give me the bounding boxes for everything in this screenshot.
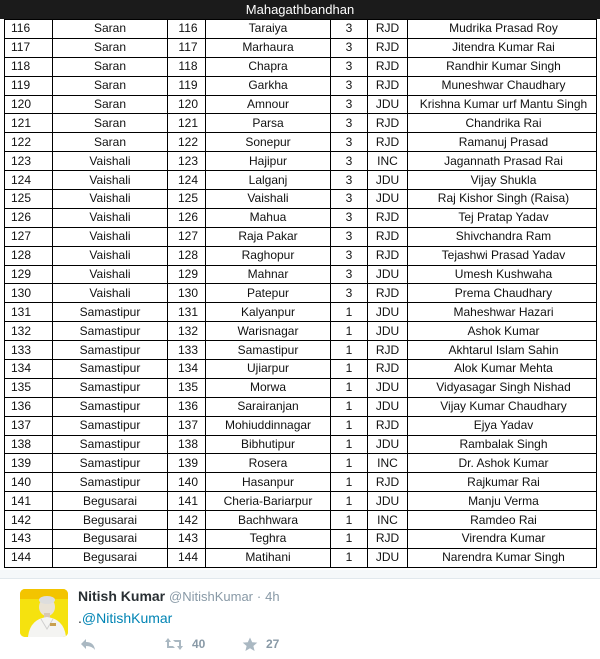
district-cell: Vaishali [53,171,168,190]
serial-cell: 124 [5,171,53,190]
constituency-no-cell: 121 [168,114,206,133]
constituency-cell: Bachhwara [206,511,331,530]
party-cell: JDU [368,171,408,190]
candidate-cell: Akhtarul Islam Sahin [408,341,597,360]
serial-cell: 117 [5,38,53,57]
constituency-cell: Vaishali [206,190,331,209]
district-cell: Samastipur [53,416,168,435]
constituency-no-cell: 132 [168,322,206,341]
candidate-cell: Vijay Shukla [408,171,597,190]
tweet-card [0,578,600,659]
constituency-cell: Raghopur [206,246,331,265]
table-row [5,227,597,246]
serial-cell: 119 [5,76,53,95]
tweet-mention-link[interactable]: @NitishKumar [81,610,173,626]
candidate-cell: Jagannath Prasad Rai [408,152,597,171]
phase-cell: 3 [331,171,368,190]
candidate-cell: Ramdeo Rai [408,511,597,530]
party-cell: INC [368,454,408,473]
constituency-cell: Matihani [206,548,331,567]
phase-cell: 1 [331,378,368,397]
constituency-cell: Teghra [206,530,331,549]
candidate-cell: Dr. Ashok Kumar [408,454,597,473]
candidate-cell: Raj Kishor Singh (Raisa) [408,190,597,209]
serial-cell: 142 [5,511,53,530]
party-cell: RJD [368,38,408,57]
table-row [5,152,597,171]
district-cell: Saran [53,95,168,114]
serial-cell: 120 [5,95,53,114]
table-row [5,303,597,322]
serial-cell: 118 [5,57,53,76]
district-cell: Begusarai [53,511,168,530]
serial-cell: 125 [5,190,53,209]
phase-cell: 1 [331,322,368,341]
constituency-no-cell: 131 [168,303,206,322]
constituency-no-cell: 138 [168,435,206,454]
party-cell: JDU [368,303,408,322]
serial-cell: 136 [5,397,53,416]
tweet-body [78,587,578,626]
reply-button[interactable] [80,635,96,653]
phase-cell: 1 [331,511,368,530]
district-cell: Vaishali [53,152,168,171]
party-cell: RJD [368,227,408,246]
candidate-cell: Muneshwar Chaudhary [408,76,597,95]
serial-cell: 122 [5,133,53,152]
constituency-cell: Chapra [206,57,331,76]
district-cell: Saran [53,114,168,133]
seat-table-body [5,20,597,568]
phase-cell: 3 [331,284,368,303]
party-cell: RJD [368,20,408,39]
table-row [5,511,597,530]
constituency-no-cell: 129 [168,265,206,284]
phase-cell: 3 [331,114,368,133]
party-cell: JDU [368,397,408,416]
constituency-no-cell: 144 [168,548,206,567]
constituency-cell: Hajipur [206,152,331,171]
party-cell: RJD [368,133,408,152]
phase-cell: 3 [331,20,368,39]
district-cell: Saran [53,38,168,57]
serial-cell: 123 [5,152,53,171]
phase-cell: 1 [331,454,368,473]
phase-cell: 1 [331,360,368,379]
candidate-cell: Tejashwi Prasad Yadav [408,246,597,265]
district-cell: Samastipur [53,303,168,322]
constituency-no-cell: 130 [168,284,206,303]
candidate-cell: Vidyasagar Singh Nishad [408,378,597,397]
phase-cell: 1 [331,492,368,511]
constituency-cell: Garkha [206,76,331,95]
district-cell: Vaishali [53,208,168,227]
serial-cell: 137 [5,416,53,435]
district-cell: Begusarai [53,530,168,549]
constituency-cell: Rosera [206,454,331,473]
table-row [5,492,597,511]
party-cell: JDU [368,435,408,454]
table-row [5,341,597,360]
constituency-no-cell: 139 [168,454,206,473]
party-cell: RJD [368,208,408,227]
author-handle[interactable]: @NitishKumar [169,589,254,604]
constituency-cell: Ujiarpur [206,360,331,379]
serial-cell: 141 [5,492,53,511]
district-cell: Begusarai [53,548,168,567]
table-row [5,265,597,284]
table-row [5,284,597,303]
table-row [5,435,597,454]
party-cell: RJD [368,76,408,95]
table-row [5,190,597,209]
phase-cell: 3 [331,227,368,246]
candidate-cell: Tej Pratap Yadav [408,208,597,227]
district-cell: Saran [53,20,168,39]
constituency-no-cell: 134 [168,360,206,379]
party-cell: RJD [368,341,408,360]
constituency-cell: Mohiuddinnagar [206,416,331,435]
constituency-cell: Samastipur [206,341,331,360]
party-cell: INC [368,152,408,171]
constituency-cell: Patepur [206,284,331,303]
district-cell: Saran [53,133,168,152]
constituency-no-cell: 120 [168,95,206,114]
candidate-cell: Ashok Kumar [408,322,597,341]
phase-cell: 1 [331,548,368,567]
candidate-cell: Mudrika Prasad Roy [408,20,597,39]
district-cell: Samastipur [53,322,168,341]
party-cell: JDU [368,265,408,284]
table-row [5,38,597,57]
serial-cell: 135 [5,378,53,397]
candidate-cell: Maheshwar Hazari [408,303,597,322]
serial-cell: 130 [5,284,53,303]
party-cell: RJD [368,57,408,76]
constituency-no-cell: 140 [168,473,206,492]
table-row [5,133,597,152]
table-row [5,322,597,341]
author-name[interactable]: Nitish Kumar [78,588,166,604]
favorite-button[interactable] [242,635,279,653]
constituency-cell: Kalyanpur [206,303,331,322]
phase-cell: 3 [331,265,368,284]
tweet-actions [78,635,478,655]
constituency-no-cell: 126 [168,208,206,227]
candidate-cell: Shivchandra Ram [408,227,597,246]
phase-cell: 3 [331,57,368,76]
table-row [5,171,597,190]
table-row [5,548,597,567]
phase-cell: 1 [331,341,368,360]
constituency-no-cell: 136 [168,397,206,416]
tweet-text [78,610,578,626]
phase-cell: 1 [331,416,368,435]
table-row [5,208,597,227]
party-cell: JDU [368,378,408,397]
serial-cell: 129 [5,265,53,284]
phase-cell: 3 [331,190,368,209]
district-cell: Samastipur [53,341,168,360]
constituency-cell: Morwa [206,378,331,397]
constituency-cell: Amnour [206,95,331,114]
tweet-timestamp[interactable]: 4h [265,589,280,604]
constituency-cell: Hasanpur [206,473,331,492]
retweet-button[interactable] [164,635,205,653]
district-cell: Samastipur [53,454,168,473]
serial-cell: 134 [5,360,53,379]
phase-cell: 3 [331,246,368,265]
table-row [5,378,597,397]
constituency-no-cell: 127 [168,227,206,246]
table-row [5,20,597,39]
district-cell: Samastipur [53,473,168,492]
constituency-cell: Mahnar [206,265,331,284]
star-icon [242,637,258,652]
serial-cell: 144 [5,548,53,567]
constituency-no-cell: 116 [168,20,206,39]
constituency-cell: Mahua [206,208,331,227]
candidate-cell: Narendra Kumar Singh [408,548,597,567]
phase-cell: 1 [331,473,368,492]
serial-cell: 126 [5,208,53,227]
candidate-cell: Prema Chaudhary [408,284,597,303]
party-cell: JDU [368,492,408,511]
serial-cell: 140 [5,473,53,492]
constituency-cell: Sarairanjan [206,397,331,416]
favorite-count: 27 [266,637,280,651]
tweet-text-prefix: . [78,610,82,626]
table-row [5,246,597,265]
district-cell: Saran [53,57,168,76]
candidate-cell: Manju Verma [408,492,597,511]
party-cell: JDU [368,95,408,114]
constituency-cell: Taraiya [206,20,331,39]
party-cell: JDU [368,548,408,567]
party-cell: RJD [368,416,408,435]
candidate-cell: Rajkumar Rai [408,473,597,492]
table-row [5,76,597,95]
constituency-cell: Parsa [206,114,331,133]
serial-cell: 133 [5,341,53,360]
avatar-portrait-icon [20,589,68,637]
district-cell: Vaishali [53,284,168,303]
table-row [5,397,597,416]
party-cell: RJD [368,530,408,549]
phase-cell: 3 [331,152,368,171]
candidate-cell: Alok Kumar Mehta [408,360,597,379]
constituency-cell: Raja Pakar [206,227,331,246]
district-cell: Saran [53,76,168,95]
party-cell: JDU [368,190,408,209]
table-row [5,473,597,492]
serial-cell: 131 [5,303,53,322]
phase-cell: 1 [331,397,368,416]
reply-icon [80,637,96,651]
constituency-no-cell: 119 [168,76,206,95]
tweet-header [78,587,578,606]
district-cell: Vaishali [53,265,168,284]
constituency-no-cell: 142 [168,511,206,530]
candidate-cell: Chandrika Rai [408,114,597,133]
phase-cell: 3 [331,208,368,227]
candidate-cell: Ramanuj Prasad [408,133,597,152]
phase-cell: 3 [331,95,368,114]
retweet-count: 40 [192,637,206,651]
phase-cell: 1 [331,530,368,549]
party-cell: RJD [368,246,408,265]
constituency-no-cell: 141 [168,492,206,511]
district-cell: Vaishali [53,190,168,209]
retweet-icon [164,637,184,651]
district-cell: Samastipur [53,435,168,454]
table-row [5,416,597,435]
party-cell: RJD [368,284,408,303]
serial-cell: 127 [5,227,53,246]
table-row [5,360,597,379]
sheet-banner: Mahagathbandhan [0,0,600,19]
phase-cell: 1 [331,435,368,454]
party-cell: JDU [368,322,408,341]
district-cell: Vaishali [53,227,168,246]
district-cell: Begusarai [53,492,168,511]
constituency-no-cell: 123 [168,152,206,171]
serial-cell: 116 [5,20,53,39]
constituency-no-cell: 124 [168,171,206,190]
constituency-no-cell: 118 [168,57,206,76]
party-cell: INC [368,511,408,530]
constituency-cell: Marhaura [206,38,331,57]
party-cell: RJD [368,114,408,133]
constituency-no-cell: 122 [168,133,206,152]
avatar[interactable] [20,589,68,637]
district-cell: Samastipur [53,360,168,379]
constituency-cell: Sonepur [206,133,331,152]
phase-cell: 3 [331,38,368,57]
serial-cell: 139 [5,454,53,473]
candidate-cell: Jitendra Kumar Rai [408,38,597,57]
candidate-cell: Randhir Kumar Singh [408,57,597,76]
constituency-cell: Bibhutipur [206,435,331,454]
constituency-cell: Lalganj [206,171,331,190]
constituency-no-cell: 117 [168,38,206,57]
constituency-no-cell: 128 [168,246,206,265]
time-separator: · [256,589,262,604]
serial-cell: 121 [5,114,53,133]
table-row [5,530,597,549]
constituency-cell: Warisnagar [206,322,331,341]
candidate-cell: Rambalak Singh [408,435,597,454]
phase-cell: 1 [331,303,368,322]
candidate-cell: Krishna Kumar urf Mantu Singh [408,95,597,114]
candidate-cell: Virendra Kumar [408,530,597,549]
constituency-no-cell: 125 [168,190,206,209]
constituency-no-cell: 133 [168,341,206,360]
district-cell: Samastipur [53,378,168,397]
candidate-cell: Umesh Kushwaha [408,265,597,284]
party-cell: RJD [368,360,408,379]
table-row [5,454,597,473]
phase-cell: 3 [331,133,368,152]
table-row [5,114,597,133]
constituency-cell: Cheria-Bariarpur [206,492,331,511]
serial-cell: 128 [5,246,53,265]
candidate-cell: Ejya Yadav [408,416,597,435]
phase-cell: 3 [331,76,368,95]
serial-cell: 138 [5,435,53,454]
table-row [5,57,597,76]
serial-cell: 132 [5,322,53,341]
table-row [5,95,597,114]
district-cell: Vaishali [53,246,168,265]
constituency-no-cell: 143 [168,530,206,549]
party-cell: RJD [368,473,408,492]
constituency-no-cell: 137 [168,416,206,435]
constituency-no-cell: 135 [168,378,206,397]
seat-table [4,19,597,568]
serial-cell: 143 [5,530,53,549]
district-cell: Samastipur [53,397,168,416]
candidate-cell: Vijay Kumar Chaudhary [408,397,597,416]
